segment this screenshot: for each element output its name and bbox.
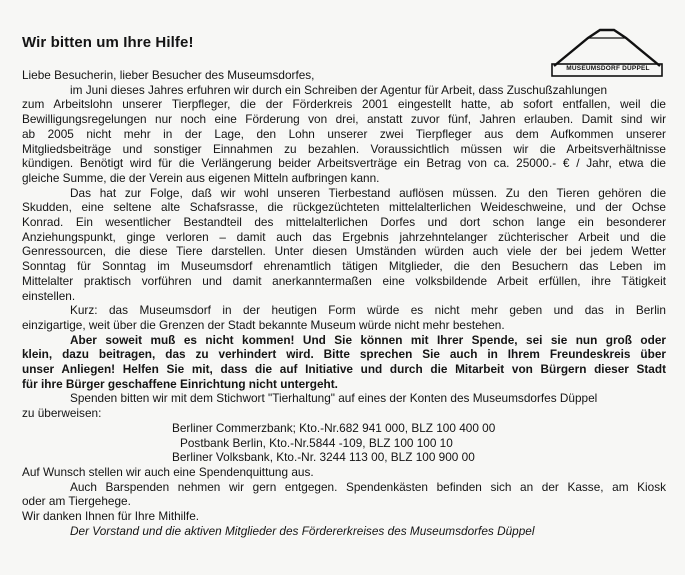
greeting: Liebe Besucherin, lieber Besucher des Museumsdorfes,	[22, 68, 315, 82]
bank-account-line: Berliner Commerzbank; Kto.-Nr.682 941 000, BLZ 100 400 00	[172, 420, 496, 435]
letter-body	[22, 68, 666, 539]
text-line: Sonntag für Sonntag im Museumsdorf ehrenamtlich tätigen Mitglieder, die den Besuchern das Leben im	[22, 259, 666, 274]
text-line: einstellen.	[22, 288, 76, 303]
paragraph-funding	[22, 83, 666, 186]
text-line: Kurz: das Museumsdorf in der heutigen Form würde es nicht mehr geben und das in Berlin	[70, 303, 666, 318]
text-line: Das hat zur Folge, daß wir wohl unseren Tierbestand auflösen müssen. Zu den Tieren gehören die	[70, 185, 666, 200]
paragraph-cash	[22, 480, 666, 509]
bank-account-line: Berliner Volksbank, Kto.-Nr. 3244 113 00, BLZ 100 900 00	[172, 450, 475, 465]
paragraph-appeal	[22, 333, 666, 392]
text-line: Mitgliedsbeiträge und sonstiger Einnahmen zu bezahlen. Voraussichtlich müssen wir die Arbeitsverhältnisse	[22, 141, 666, 156]
page-title: Wir bitten um Ihre Hilfe!	[22, 34, 194, 51]
text-line: für ihre Bürger geschaffene Einrichtung nicht untergeht.	[22, 376, 338, 391]
text-line: Konrad. Ein wesentlicher Bestandteil des mittelalterlichen Dorfes und dort schon lange ein besonderer	[22, 215, 666, 230]
bank-accounts	[22, 421, 666, 465]
text-line: Mittelalter praktisch vorführen und damit anerkanntermaßen eine volksbildende Arbeit erfüllen, ihre Tätigkeit	[22, 273, 666, 288]
text-line: ab 2005 nicht mehr in der Lage, den Lohn unserer zwei Tierpfleger aus dem Aufkommen unserer	[22, 126, 666, 141]
receipt-note: Auf Wunsch stellen wir auch eine Spendenquittung aus.	[22, 464, 314, 479]
text-line: Skudden, eine seltene alte Schafsrasse, die rückgezüchteten mittelalterlichen Weideschweine, und der Ochse	[22, 200, 666, 215]
text-line: Auch Barspenden nehmen wir gern entgegen. Spendenkästen befinden sich an der Kasse, am Kiosk	[70, 479, 666, 494]
text-line: Spenden bitten wir mit dem Stichwort "Tierhaltung" auf eines der Konten des Museumsdorfes Düppel	[70, 391, 598, 406]
text-line: zu überweisen:	[22, 406, 102, 421]
paragraph-summary	[22, 303, 666, 332]
paragraph-donation	[22, 391, 666, 420]
text-line: gleiche Summe, die der Verein aus eigenen Mitteln aufbringen kann.	[22, 170, 380, 185]
text-line: Genressourcen, die diese Tiere darstellen. Unter diesen Umständen würden auch viele der bei jedem Wetter	[22, 244, 666, 259]
text-line: Bewilligungsregelungen nur noch eine Förderung von drei, anstatt zuvor fünf, Jahren erlauben. Damit sind wir	[22, 112, 666, 127]
paragraph-consequences	[22, 186, 666, 304]
bank-account-line: Postbank Berlin, Kto.-Nr.5844 -109, BLZ 100 100 10	[180, 435, 453, 450]
signature: Der Vorstand und die aktiven Mitglieder des Fördererkreises des Museumsdorfes Düppel	[70, 523, 535, 538]
text-line: einzigartige, weit über die Grenzen der Stadt bekannte Museum würde nicht mehr bestehen.	[22, 317, 505, 332]
text-line: klein, dazu beitragen, das zu verhindert wird. Bitte sprechen Sie auch in Ihrem Freundeskreis über	[22, 347, 666, 362]
text-line: oder am Tiergehege.	[22, 494, 131, 509]
text-line: kündigen. Benötigt wird für die Verlängerung beider Arbeitsverträge ein Betrag von ca. 25000.- € / Jahr, etwa die	[22, 156, 666, 171]
thanks-line: Wir danken Ihnen für Ihre Mithilfe.	[22, 509, 200, 524]
text-line: zum Arbeitslohn unserer Tierpfleger, die der Förderkreis 2001 eingestellt hatte, ab sofort entfallen, weil die	[22, 97, 666, 112]
logo-text: MUSEUMSDORF DÜPPEL	[566, 65, 650, 72]
text-line: Aber soweit muß es nicht kommen! Und Sie können mit Ihrer Spende, sei sie nun groß oder	[70, 332, 666, 347]
text-line: im Juni dieses Jahres erfuhren wir durch ein Schreiben der Agentur für Arbeit, dass Zuschußzahlungen	[70, 82, 608, 97]
text-line: unser Anliegen! Helfen Sie mit, dass die auf Initiative und durch die Mitarbeit von Bürgern dieser Stadt	[22, 362, 666, 377]
text-line: Anziehungspunkt, ginge verloren – damit auch das Ergebnis jahrzehntelanger züchterischer Arbeit und die	[22, 229, 666, 244]
